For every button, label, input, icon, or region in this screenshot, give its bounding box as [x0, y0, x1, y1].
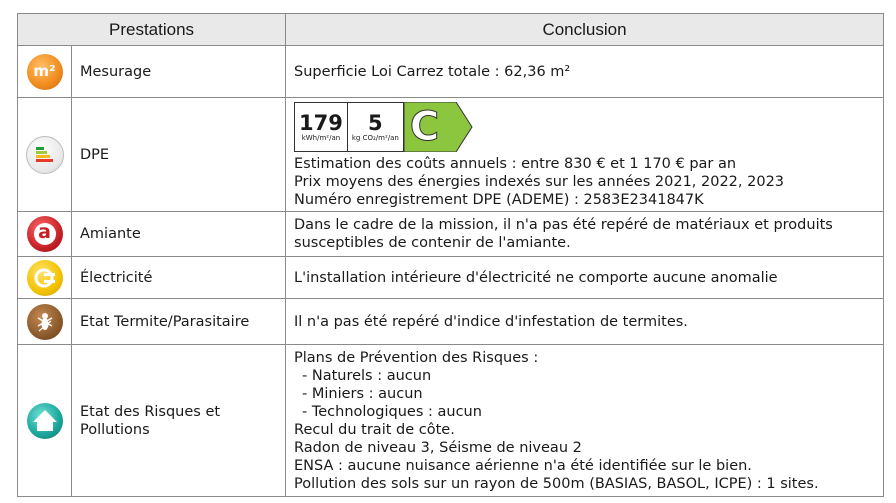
diagnostics-table	[17, 13, 884, 497]
table-row	[18, 257, 884, 299]
table-row	[18, 98, 884, 212]
table-row	[18, 345, 884, 497]
header-conclusion: Conclusion	[286, 14, 884, 46]
electricity-plug-icon	[27, 260, 63, 296]
dpe-ghg-unit: kg CO₂/m²/an	[351, 133, 399, 142]
termite-icon	[27, 304, 63, 340]
house-icon	[27, 403, 63, 439]
table-row	[18, 212, 884, 257]
dpe-class-arrow	[404, 102, 474, 152]
table-row	[18, 299, 884, 345]
dpe-label	[294, 102, 883, 152]
row-conclusion: L'installation intérieure d'électricité ne comporte aucune anomalie	[286, 257, 884, 299]
dpe-ghg-value: 5	[368, 110, 383, 135]
row-label: Amiante	[72, 212, 286, 257]
row-label: Électricité	[72, 257, 286, 299]
dpe-energy-value: 179	[299, 110, 343, 135]
row-conclusion: Dans le cadre de la mission, il n'a pas été repéré de matériaux et produits susceptibles de contenir de l'amiante.	[286, 212, 884, 257]
dpe-energy-unit: kWh/m²/an	[301, 133, 341, 142]
m2-icon: m²	[27, 54, 63, 90]
row-label: DPE	[72, 98, 286, 212]
dpe-class-letter: C	[409, 104, 440, 150]
row-conclusion: Il n'a pas été repéré d'indice d'infestation de termites.	[286, 299, 884, 345]
row-conclusion: Plans de Prévention des Risques : - Naturels : aucun - Miniers : aucun - Technologiques : aucun Recul du trait de côte. Radon de niveau 3, Séisme de niveau 2 ENSA : aucune nuisance aérienne n'a été identifiée sur le bien. Pollution des sols sur un rayon de 500m (BASIAS, BASOL, ICPE) : 1 sites.	[286, 345, 884, 497]
row-conclusion: Superficie Loi Carrez totale : 62,36 m²	[286, 46, 884, 98]
row-label: Etat Termite/Parasitaire	[72, 299, 286, 345]
energy-label-icon	[26, 136, 64, 174]
header-row	[18, 14, 884, 46]
row-conclusion: 179 kWh/m²/an 5 kg CO₂/m²/an C Estimation des coûts annuels : entre 830 € et 1 170 € par an Prix moyens des énergies indexés sur les années 2021, 2022, 2023 Numéro enregistrement DPE (ADEME) : 2583E2341847K	[286, 98, 884, 212]
table-row	[18, 46, 884, 98]
asbestos-icon: a	[27, 216, 63, 252]
header-services: Prestations	[18, 14, 286, 46]
row-label: Etat des Risques et Pollutions	[72, 345, 286, 497]
row-label: Mesurage	[72, 46, 286, 98]
